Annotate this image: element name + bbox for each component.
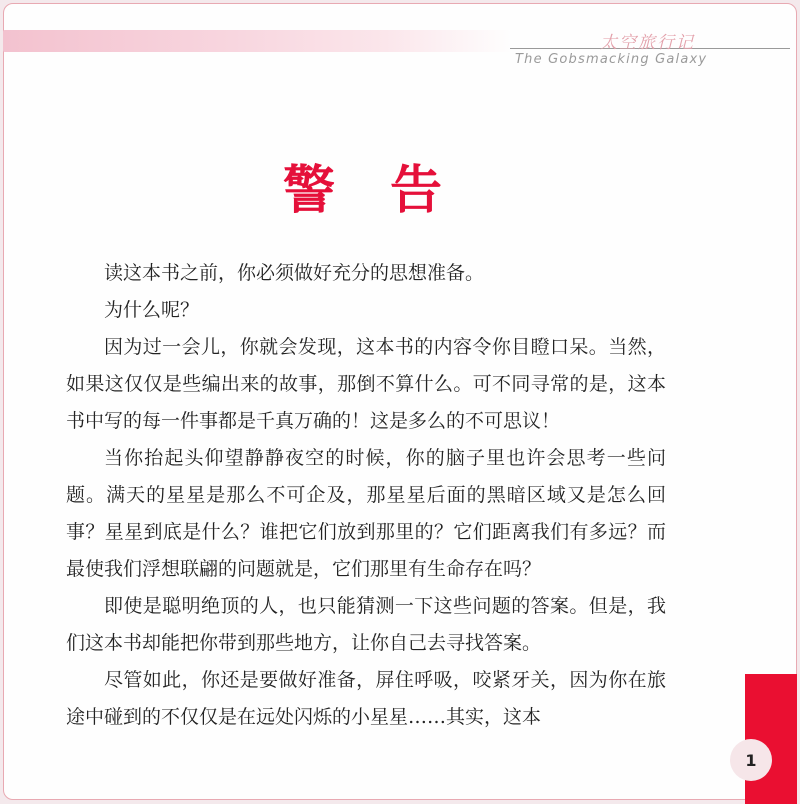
page-heading: 警告	[283, 161, 498, 221]
body-text	[66, 255, 666, 736]
header-decoration-stripe	[3, 30, 513, 52]
paragraph: 因为过一会儿，你就会发现，这本书的内容令你目瞪口呆。当然，如果这仅仅是些编出来的故事，那倒不算什么。可不同寻常的是，这本书中写的每一件事都是千真万确的！这是多么的不可思议！	[66, 336, 666, 432]
paragraph: 读这本书之前，你必须做好充分的思想准备。	[104, 262, 485, 284]
paragraph: 为什么呢？	[104, 299, 200, 321]
paragraph: 当你抬起头仰望静静夜空的时候，你的脑子里也许会思考一些问题。满天的星星是那么不可企及，那星星后面的黑暗区域又是怎么回事？星星到底是什么？谁把它们放到那里的？它们距离我们有多远？而最使我们浮想联翩的问题就是，它们那里有生命存在吗？	[66, 447, 666, 580]
page-number: 1	[730, 739, 772, 781]
running-head-title-en: The Gobsmacking Galaxy	[515, 52, 708, 67]
running-head-title-cn: 太空旅行记	[600, 33, 695, 53]
paragraph: 即使是聪明绝顶的人，也只能猜测一下这些问题的答案。但是，我们这本书却能把你带到那些地方，让你自己去寻找答案。	[66, 595, 666, 654]
paragraph: 尽管如此，你还是要做好准备，屏住呼吸，咬紧牙关，因为你在旅途中碰到的不仅仅是在远处闪烁的小星星……其实，这本	[66, 669, 666, 728]
